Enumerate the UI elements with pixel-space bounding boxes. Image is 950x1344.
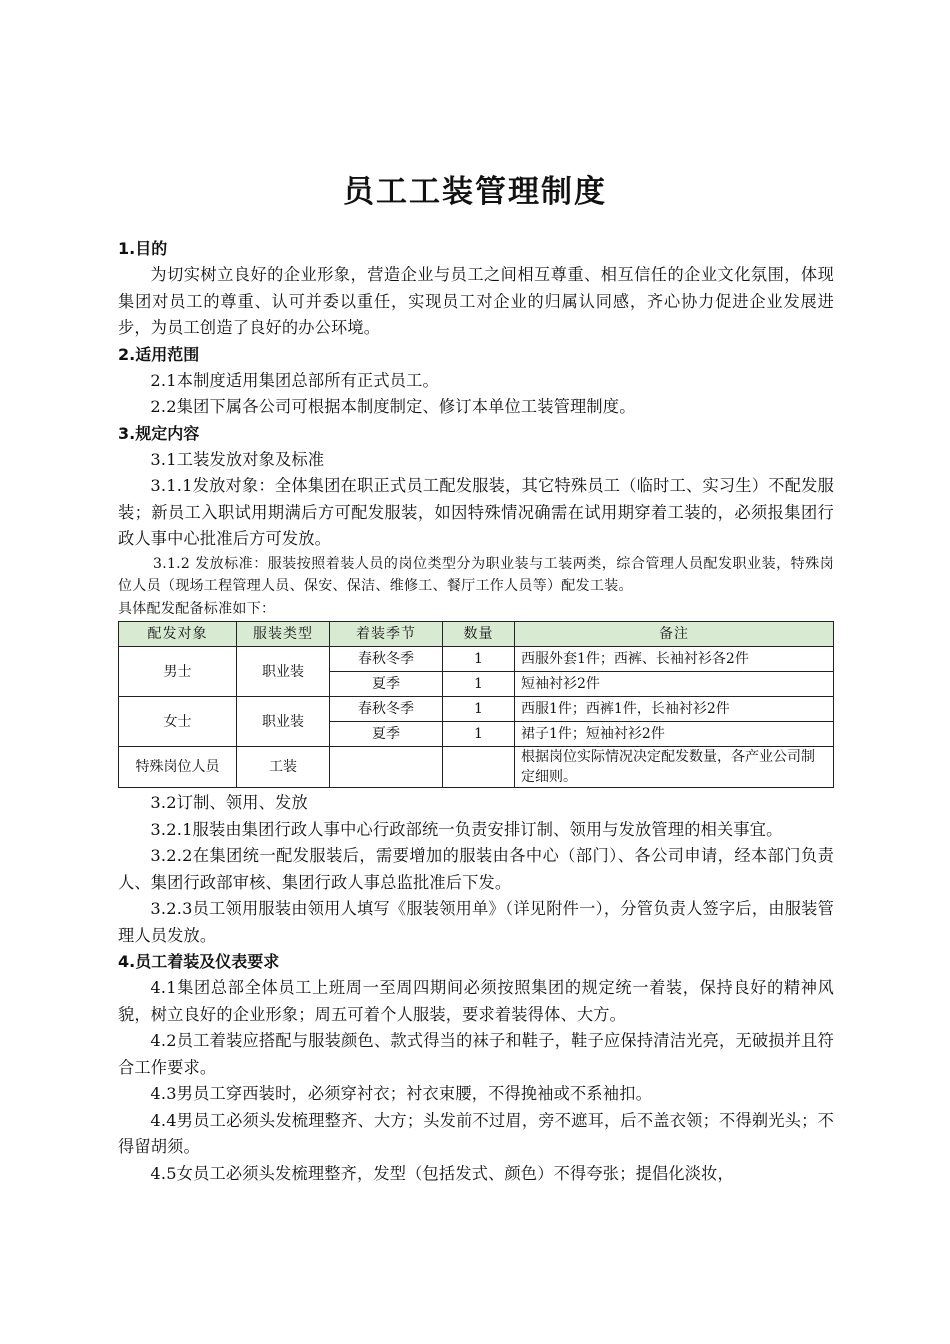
table-cell: 1 — [443, 697, 515, 722]
paragraph: 3.2.2在集团统一配发服装后，需要增加的服装由各中心（部门）、各公司申请，经本部门负责人、集团行政部审核、集团行政人事总监批准后下发。 — [118, 846, 834, 892]
paragraph: 4.5女员工必须头发梳理整齐，发型（包括发式、颜色）不得夸张；提倡化淡妆， — [150, 1163, 734, 1183]
table-header-row — [119, 622, 834, 647]
table-cell: 西服外套1件；西裤、长袖衬衫各2件 — [515, 647, 834, 672]
table-cell: 1 — [443, 722, 515, 747]
table-row — [119, 747, 834, 788]
table-cell: 1 — [443, 647, 515, 672]
paragraph: 3.2.3员工领用服装由领用人填写《服装领用单》（详见附件一），分管负责人签字后，由服装管理人员发放。 — [118, 899, 834, 945]
paragraph: 为切实树立良好的企业形象，营造企业与员工之间相互尊重、相互信任的企业文化氛围，体现集团对员工的尊重、认可并委以重任，实现员工对企业的归属认同感，齐心协力促进企业发展进步，为员工创造了良好的办公环境。 — [118, 265, 834, 337]
document-body — [118, 236, 834, 1187]
table-cell: 裙子1件；短袖衬衫2件 — [515, 722, 834, 747]
table-cell: 夏季 — [330, 672, 443, 697]
table-header: 服装类型 — [237, 622, 330, 647]
table-cell: 根据岗位实际情况决定配发数量，各产业公司制定细则。 — [515, 747, 834, 788]
table-cell: 西服1件；西裤1件，长袖衬衫2件 — [515, 697, 834, 722]
uniform-standard-table — [118, 621, 834, 788]
table-header: 配发对象 — [119, 622, 237, 647]
paragraph: 3.1.1发放对象：全体集团在职正式员工配发服装，其它特殊员工（临时工、实习生）不配发服装；新员工入职试用期满后方可配发服装，如因特殊情况确需在试用期穿着工装的，必须报集团行政人事中心批准后方可发放。 — [118, 476, 834, 548]
section-heading-dress-code: 4.员工着装及仪表要求 — [118, 952, 280, 971]
section-heading-purpose: 1.目的 — [118, 239, 168, 258]
paragraph: 3.1.2 发放标准：服装按照着装人员的岗位类型分为职业装与工装两类，综合管理人员配发职业装，特殊岗位人员（现场工程管理人员、保安、保洁、维修工、餐厅工作人员等）配发工装。 — [118, 555, 834, 594]
table-header: 备注 — [515, 622, 834, 647]
section-heading-scope: 2.适用范围 — [118, 344, 200, 364]
table-cell — [330, 747, 443, 788]
paragraph: 4.3男员工穿西装时，必须穿衬衣；衬衣束腰，不得挽袖或不系袖扣。 — [150, 1084, 652, 1103]
table-header: 数量 — [443, 622, 515, 647]
page-title: 员工工装管理制度 — [343, 174, 607, 210]
table-cell: 职业装 — [237, 697, 330, 747]
table-cell: 特殊岗位人员 — [119, 747, 237, 788]
table-header: 着装季节 — [330, 622, 443, 647]
table-cell: 男士 — [119, 647, 237, 697]
table-cell: 女士 — [119, 697, 237, 747]
section-heading-rules: 3.规定内容 — [118, 423, 200, 443]
table-cell: 1 — [443, 672, 515, 697]
paragraph: 4.1集团总部全体员工上班周一至周四期间必须按照集团的规定统一着装，保持良好的精神风貌，树立良好的企业形象；周五可着个人服装，要求着装得体、大方。 — [118, 978, 834, 1024]
paragraph: 3.1工装发放对象及标准 — [150, 449, 325, 469]
table-row — [119, 697, 834, 722]
table-row — [119, 647, 834, 672]
paragraph: 具体配发配备标准如下： — [118, 600, 276, 617]
paragraph: 2.1本制度适用集团总部所有正式员工。 — [150, 370, 439, 390]
paragraph: 4.2员工着装应搭配与服装颜色、款式得当的袜子和鞋子，鞋子应保持清洁光亮，无破损并且符合工作要求。 — [118, 1031, 834, 1077]
table-cell: 工装 — [237, 747, 330, 788]
paragraph: 3.2.1服装由集团行政人事中心行政部统一负责安排订制、领用与发放管理的相关事宜。 — [150, 819, 783, 839]
table-cell: 春秋冬季 — [330, 647, 443, 672]
table-cell — [443, 747, 515, 788]
paragraph: 3.2订制、领用、发放 — [150, 793, 308, 812]
table-cell: 短袖衬衫2件 — [515, 672, 834, 697]
table-cell: 职业装 — [237, 647, 330, 697]
paragraph: 2.2集团下属各公司可根据本制度制定、修订本单位工装管理制度。 — [150, 397, 636, 416]
table-cell: 夏季 — [330, 722, 443, 747]
table-cell: 春秋冬季 — [330, 697, 443, 722]
paragraph: 4.4男员工必须头发梳理整齐、大方；头发前不过眉，旁不遮耳，后不盖衣领；不得剃光头；不得留胡须。 — [118, 1110, 834, 1156]
